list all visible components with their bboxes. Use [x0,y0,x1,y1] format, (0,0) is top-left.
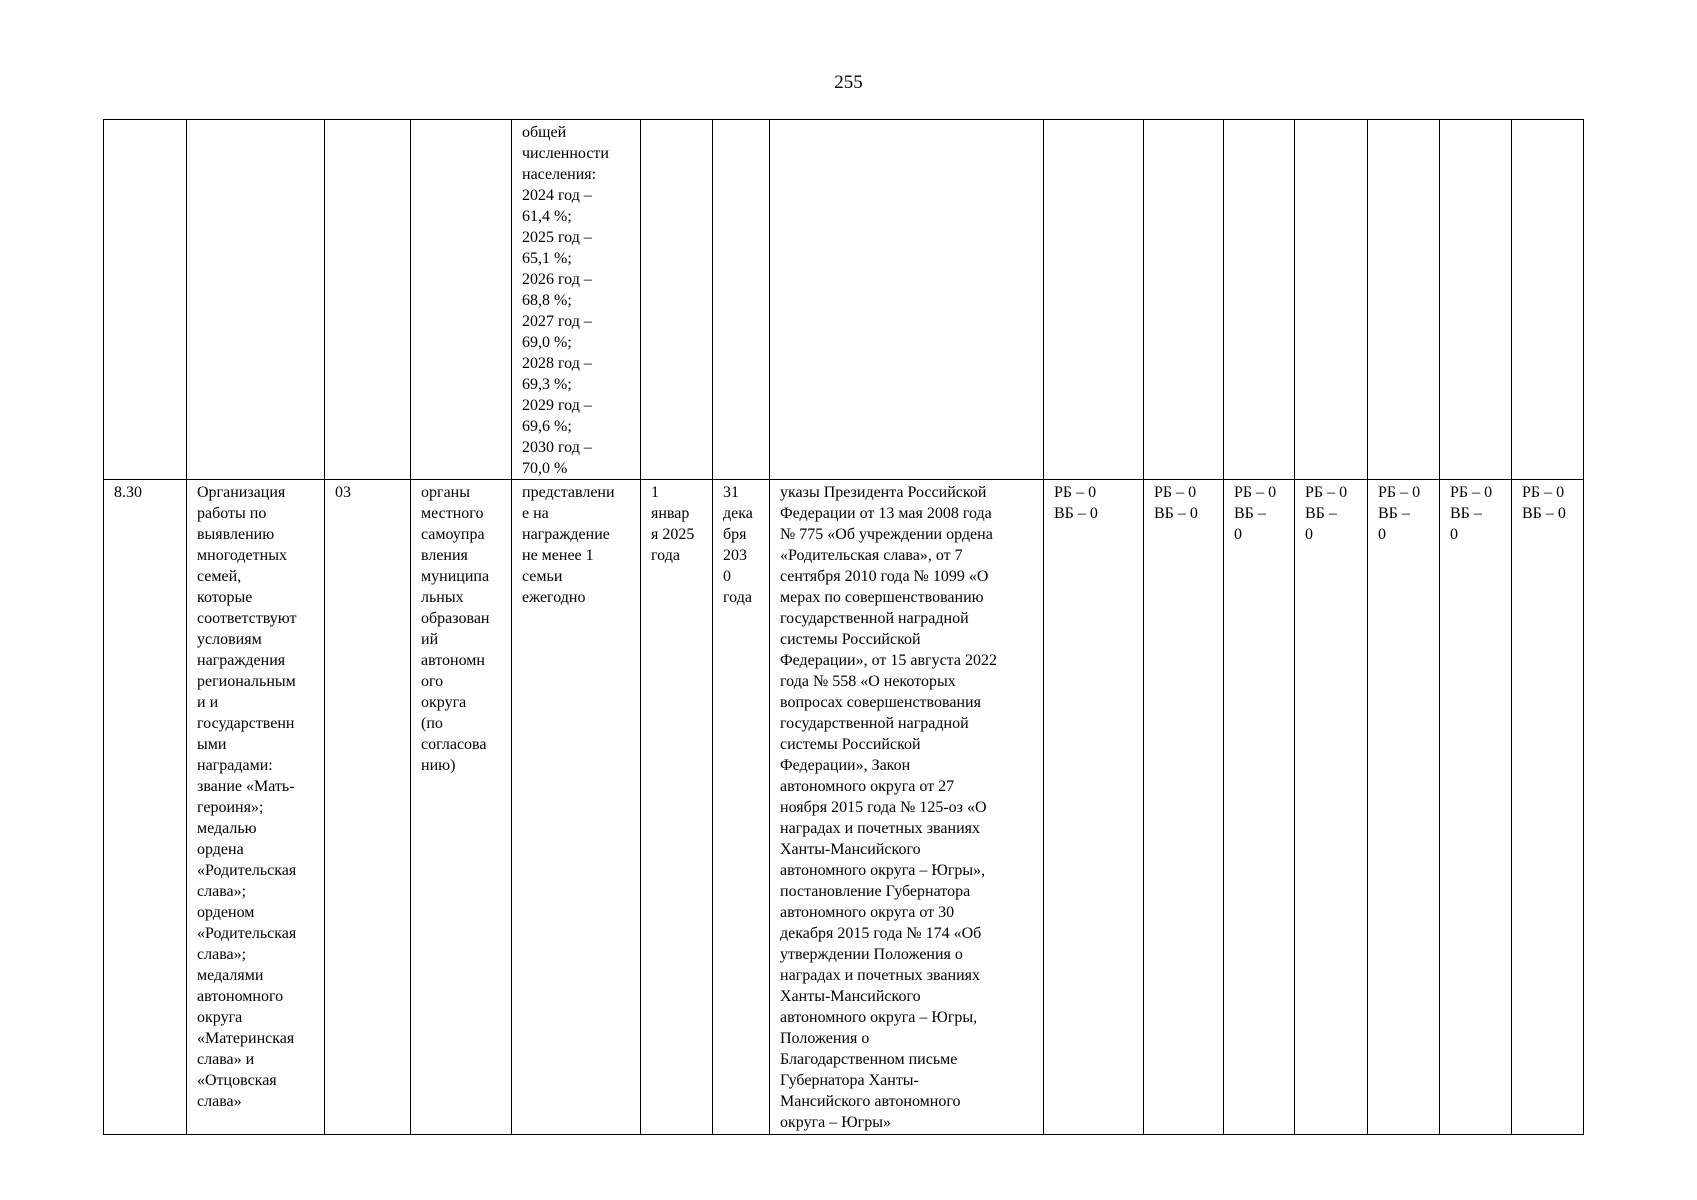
text-line: вопросах совершенствования [780,694,981,711]
text-line: награждение [522,526,610,543]
cell-funding-6 [1440,480,1512,1135]
text-line: ВБ – [1234,505,1266,522]
text-line: 0 [1234,526,1242,543]
cell-end [713,480,770,1135]
measures-table [103,119,1584,1135]
funding-text [1234,482,1288,545]
text-line: РБ – 0 [1054,484,1097,501]
cell-start [641,480,713,1135]
text-line: ордена [197,841,244,858]
text-line: мерах по совершенствованию [780,589,984,606]
text-line: 31 [723,484,739,501]
text-line: вления [421,547,468,564]
text-line: 2026 год – [522,271,592,288]
cell-code [325,120,411,480]
end-date-text [723,482,763,608]
text-line: 61,4 %; [522,208,572,225]
cell-number [104,480,187,1135]
event-text [197,482,318,1112]
text-line: округа [421,694,467,711]
text-line: автономного округа от 30 [780,904,955,921]
text-line: ВБ – [1305,505,1337,522]
result-text [522,482,634,608]
cell-result [512,480,641,1135]
cell-funding-1 [1044,480,1144,1135]
funding-text [1054,482,1137,524]
text-line: «Отцовская [197,1072,277,1089]
text-line: Положения о [780,1030,870,1047]
text-line: указы Президента Российской [780,484,987,501]
text-line: которые [197,589,253,606]
text-line: органы [421,484,470,501]
text-line: награждения [197,652,286,669]
text-line: образован [421,610,490,627]
text-line: ВБ – 0 [1054,505,1098,522]
table-row-8-30 [104,480,1584,1135]
text-line: Благодарственном письме [780,1051,958,1068]
text-line: медалями [197,967,264,984]
text-line: наградами: [197,757,273,774]
text-line: «Материнская [197,1030,295,1047]
text-line: года [651,547,680,564]
text-line: согласова [421,736,487,753]
cell-basis [770,120,1044,480]
text-line: наградах и почетных званиях [780,967,980,984]
text-line: соответствуют [197,610,297,627]
text-line: 68,8 %; [522,292,572,309]
text-line: года [723,589,752,606]
text-line: автономн [421,652,485,669]
cell-funding-3 [1224,480,1295,1135]
text-line: 2028 год – [522,355,592,372]
text-line: ыми [197,736,227,753]
text-line: орденом [197,904,255,921]
cell-funding-4 [1295,480,1368,1135]
text-line: 2027 год – [522,313,592,330]
code-value: 03 [335,484,351,501]
text-line: Мансийского автономного [780,1093,961,1110]
text-line: постановление Губернатора [780,883,971,900]
funding-text [1154,482,1217,524]
text-line: «Родительская [197,925,297,942]
text-line: 2024 год – [522,187,592,204]
text-line: РБ – 0 [1305,484,1348,501]
text-line: 0 [1305,526,1313,543]
text-line: местного [421,505,484,522]
text-line: е на [522,505,549,522]
text-line: РБ – 0 [1378,484,1421,501]
text-line: не менее 1 [522,547,594,564]
basis-text [780,482,1037,1133]
text-line: семей, [197,568,242,585]
text-line: населения: [522,166,597,183]
cell-end [713,120,770,480]
table-row-continuation [104,120,1584,480]
text-line: ноября 2015 года № 125-оз «О [780,799,987,816]
text-line: № 775 «Об учреждении ордена [780,526,993,543]
text-line: РБ – 0 [1450,484,1493,501]
cell-start [641,120,713,480]
text-line: системы Российской [780,631,921,648]
cell-code [325,480,411,1135]
text-line: Федерации», от 15 августа 2022 [780,652,997,669]
text-line: Губернатора Ханты- [780,1072,919,1089]
text-line: семьи [522,568,563,585]
executor-text [421,482,505,776]
text-line: РБ – 0 [1234,484,1277,501]
text-line: и и [197,694,219,711]
text-line: слава»; [197,883,247,900]
text-line: 65,1 %; [522,250,572,267]
text-line: государственной наградной [780,715,969,732]
text-line: «Родительская слава», от 7 [780,547,963,564]
text-line: героиня»; [197,799,264,816]
funding-text [1450,482,1505,545]
indicator-text [522,122,634,479]
text-line: региональным [197,673,296,690]
cell-funding-1 [1044,120,1144,480]
text-line: системы Российской [780,736,921,753]
text-line: звание «Мать- [197,778,295,795]
row-number: 8.30 [114,484,142,501]
text-line: Федерации от 13 мая 2008 года [780,505,992,522]
text-line: сентября 2010 года № 1099 «О [780,568,989,585]
text-line: (по [421,715,443,732]
text-line: выявлению [197,526,275,543]
text-line: дека [723,505,753,522]
funding-text [1305,482,1361,545]
text-line: общей [522,124,567,141]
text-line: 2025 год – [522,229,592,246]
text-line: автономного округа от 27 [780,778,955,795]
text-line: 2029 год – [522,397,592,414]
text-line: ВБ – 0 [1154,505,1198,522]
text-line: года № 558 «О некоторых [780,673,956,690]
cell-indicator [512,120,641,480]
text-line: слава»; [197,946,247,963]
text-line: слава» и [197,1051,255,1068]
text-line: муниципа [421,568,490,585]
text-line: автономного округа – Югры, [780,1009,978,1026]
cell-event [187,480,325,1135]
text-line: государственной наградной [780,610,969,627]
text-line: работы по [197,505,267,522]
text-line: январ [651,505,690,522]
start-date-text [651,482,706,566]
text-line: ВБ – [1378,505,1410,522]
text-line: самоупра [421,526,485,543]
text-line: 0 [723,568,731,585]
text-line: условиям [197,631,262,648]
text-line: ий [421,631,439,648]
text-line: ВБ – 0 [1522,505,1566,522]
cell-funding-6 [1440,120,1512,480]
text-line: 69,3 %; [522,376,572,393]
text-line: Федерации», Закон [780,757,911,774]
cell-number [104,120,187,480]
text-line: слава» [197,1093,242,1110]
text-line: автономного [197,988,284,1005]
cell-basis [770,480,1044,1135]
text-line: медалью [197,820,257,837]
text-line: я 2025 [651,526,695,543]
text-line: многодетных [197,547,287,564]
cell-executor [411,480,512,1135]
cell-executor [411,120,512,480]
text-line: округа – Югры» [780,1114,891,1131]
text-line: 70,0 % [522,460,568,477]
text-line: «Родительская [197,862,297,879]
text-line: численности [522,145,609,162]
cell-event [187,120,325,480]
cell-funding-2 [1144,480,1224,1135]
cell-funding-4 [1295,120,1368,480]
text-line: утверждении Положения о [780,946,963,963]
text-line: государственн [197,715,295,732]
text-line: нию) [421,757,456,774]
text-line: 1 [651,484,659,501]
cell-funding-5 [1368,120,1440,480]
text-line: 69,6 %; [522,418,572,435]
text-line: РБ – 0 [1154,484,1197,501]
text-line: Ханты-Мансийского [780,841,921,858]
text-line: автономного округа – Югры», [780,862,986,879]
text-line: ого [421,673,444,690]
funding-text [1378,482,1433,545]
cell-funding-3 [1224,120,1295,480]
text-line: 2030 год – [522,439,592,456]
text-line: наградах и почетных званиях [780,820,980,837]
page-number: 255 [834,72,863,93]
text-line: округа [197,1009,243,1026]
cell-funding-7 [1512,120,1584,480]
text-line: ВБ – [1450,505,1482,522]
text-line: 0 [1378,526,1386,543]
text-line: декабря 2015 года № 174 «Об [780,925,982,942]
cell-funding-5 [1368,480,1440,1135]
text-line: 203 [723,547,747,564]
text-line: ежегодно [522,589,586,606]
cell-funding-7 [1512,480,1584,1135]
text-line: Ханты-Мансийского [780,988,921,1005]
text-line: 0 [1450,526,1458,543]
funding-text [1522,482,1577,524]
cell-funding-2 [1144,120,1224,480]
text-line: Организация [197,484,286,501]
text-line: льных [421,589,464,606]
text-line: РБ – 0 [1522,484,1565,501]
text-line: бря [723,526,747,543]
text-line: 69,0 %; [522,334,572,351]
text-line: представлени [522,484,615,501]
